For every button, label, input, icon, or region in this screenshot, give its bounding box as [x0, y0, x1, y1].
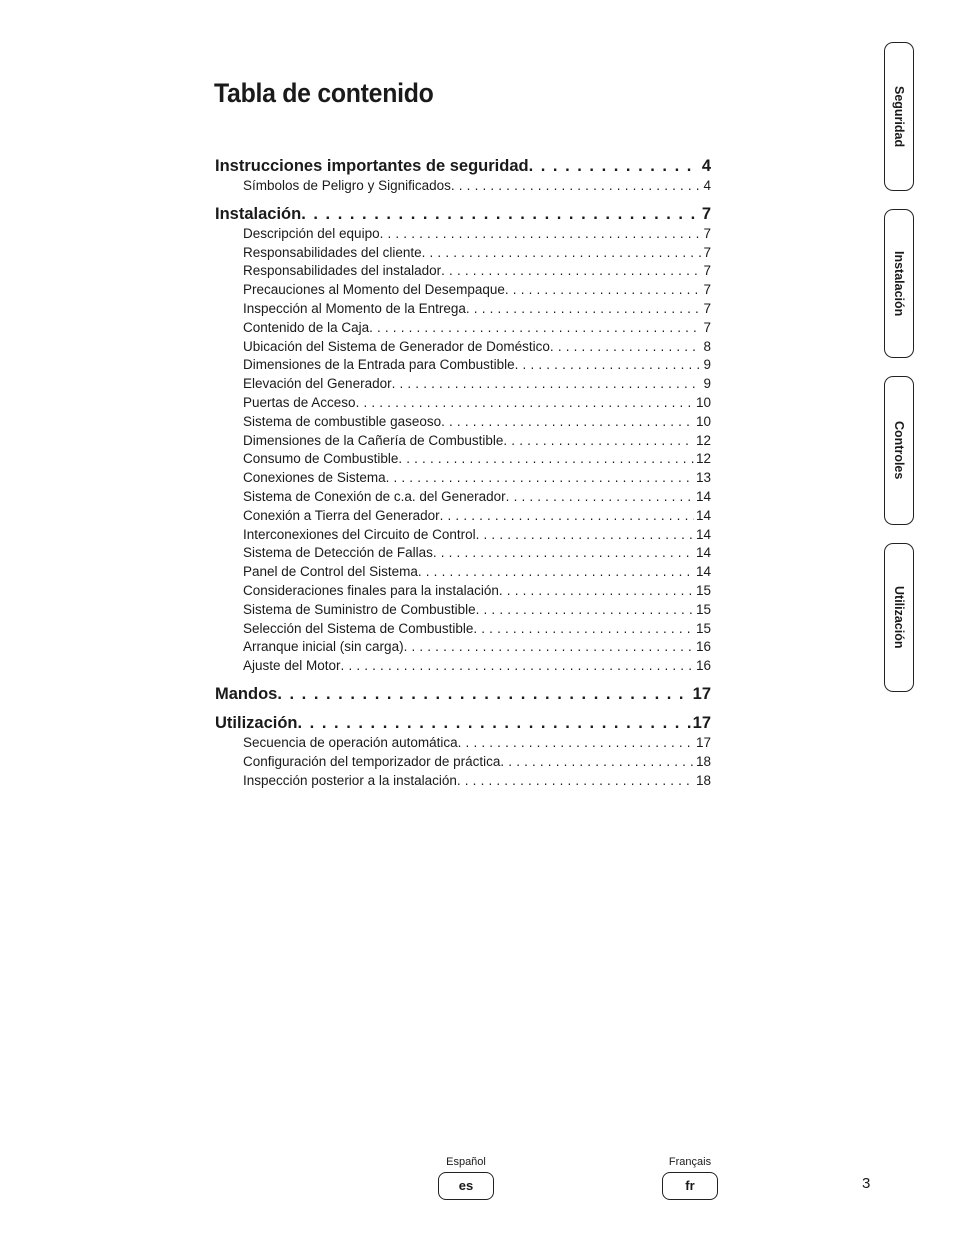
toc-entry[interactable] — [215, 620, 711, 639]
tab-label: Seguridad — [892, 85, 906, 148]
toc-entry[interactable] — [215, 544, 711, 563]
dot-leader — [476, 526, 694, 545]
toc-entry[interactable] — [215, 488, 711, 507]
language-button-es[interactable]: es — [438, 1172, 494, 1200]
toc-entry-page: 7 — [703, 282, 711, 298]
page-number: 3 — [862, 1175, 871, 1192]
toc-section-page: 17 — [692, 684, 711, 703]
tab-utilizacion[interactable] — [884, 543, 914, 692]
toc-entry-page: 15 — [695, 601, 711, 617]
dot-leader — [441, 262, 701, 281]
toc-entry-label: Conexión a Tierra del Generador — [243, 507, 440, 523]
toc-section — [215, 712, 711, 790]
toc-entry[interactable] — [215, 734, 711, 753]
toc-entry-page: 4 — [703, 178, 711, 193]
toc-entry-label: Dimensiones de la Cañería de Combustible — [243, 432, 504, 448]
toc-entry-page: 17 — [695, 734, 711, 750]
toc-entry-page: 7 — [703, 300, 711, 316]
toc-entry-page: 7 — [703, 244, 711, 260]
dot-leader — [499, 582, 694, 601]
toc-entry-page: 16 — [695, 658, 711, 674]
toc-entry-label: Consideraciones finales para la instalación — [243, 582, 499, 598]
toc-entry[interactable] — [215, 281, 711, 300]
dot-leader — [422, 244, 702, 263]
toc-entry-label: Inspección posterior a la instalación — [243, 772, 457, 788]
toc-entry-label: Descripción del equipo — [243, 225, 380, 241]
tab-label: Controles — [892, 421, 906, 480]
toc-section-page: 17 — [692, 713, 711, 732]
toc-entry-page: 13 — [695, 470, 711, 486]
toc-entry-page: 16 — [695, 639, 711, 655]
toc-entry-page: 12 — [695, 432, 711, 448]
toc-entry-page: 7 — [703, 225, 711, 241]
toc-section-label: Mandos — [215, 684, 278, 703]
toc-entry[interactable] — [215, 582, 711, 601]
toc-entry[interactable] — [215, 413, 711, 432]
toc-entry-page: 15 — [695, 582, 711, 598]
toc-entry-page: 15 — [695, 620, 711, 636]
toc-section-label: Utilización — [215, 713, 298, 732]
dot-leader — [466, 300, 702, 319]
dot-leader — [301, 203, 700, 225]
toc-entry[interactable] — [215, 394, 711, 413]
toc-entry-label: Símbolos de Peligro y Significados — [243, 178, 451, 193]
toc-entry-label: Secuencia de operación automática — [243, 734, 458, 750]
page-title: Tabla de contenido — [214, 78, 434, 108]
toc-entry-label: Dimensiones de la Entrada para Combustible — [243, 357, 515, 373]
toc-entry[interactable] — [215, 772, 711, 791]
toc-entry-label: Consumo de Combustible — [243, 451, 399, 467]
dot-leader — [505, 281, 702, 300]
toc-entry-label: Elevación del Generador — [243, 376, 392, 392]
toc-entry-label: Responsabilidades del instalador — [243, 263, 442, 279]
toc-section-heading[interactable] — [215, 203, 711, 225]
toc-entry[interactable] — [215, 244, 711, 263]
dot-leader — [441, 413, 694, 432]
toc-entry-label: Sistema de Conexión de c.a. del Generador — [243, 488, 506, 504]
toc-entry-page: 14 — [695, 564, 711, 580]
toc-entry-page: 10 — [695, 394, 711, 410]
dot-leader — [451, 177, 702, 196]
toc-entry-page: 14 — [695, 507, 711, 523]
dot-leader — [457, 772, 694, 791]
dot-leader — [277, 683, 690, 705]
toc-entry-page: 18 — [695, 753, 711, 769]
dot-leader — [341, 657, 694, 676]
toc-entry[interactable] — [215, 638, 711, 657]
toc-entry-label: Conexiones de Sistema — [243, 470, 386, 486]
toc-section-page: 4 — [701, 157, 711, 175]
toc-entry-page: 7 — [703, 319, 711, 335]
dot-leader — [380, 225, 702, 244]
toc-section-heading[interactable] — [215, 683, 711, 705]
tab-controles[interactable] — [884, 376, 914, 525]
dot-leader — [500, 753, 694, 772]
toc-entry-label: Arranque inicial (sin carga) — [243, 639, 404, 655]
toc-entry-page: 18 — [695, 772, 711, 788]
toc-entry[interactable] — [215, 319, 711, 338]
toc-entry-page: 10 — [695, 413, 711, 429]
table-of-contents — [215, 155, 711, 797]
toc-entry-label: Puertas de Acceso — [243, 394, 356, 410]
dot-leader — [356, 394, 694, 413]
dot-leader — [386, 469, 694, 488]
language-label-spanish: Español — [446, 1156, 486, 1168]
toc-section-label: Instalación — [215, 204, 302, 223]
toc-entry[interactable] — [215, 225, 711, 244]
toc-entry-label: Configuración del temporizador de práctica — [243, 753, 501, 769]
toc-section-heading[interactable] — [215, 712, 711, 734]
toc-entry[interactable] — [215, 507, 711, 526]
toc-entry[interactable] — [215, 300, 711, 319]
toc-entry-label: Inspección al Momento de la Entrega — [243, 300, 466, 316]
dot-leader — [440, 507, 694, 526]
dot-leader — [515, 356, 702, 375]
toc-entry-label: Panel de Control del Sistema — [243, 564, 418, 580]
dot-leader — [529, 155, 700, 177]
toc-entry[interactable] — [215, 657, 711, 676]
toc-entry-page: 12 — [695, 451, 711, 467]
toc-section-label: Instrucciones importantes de seguridad — [215, 157, 529, 175]
language-button-fr[interactable]: fr — [662, 1172, 718, 1200]
toc-entry-page: 14 — [695, 545, 711, 561]
dot-leader — [392, 375, 702, 394]
tab-seguridad[interactable] — [884, 42, 914, 191]
toc-entry[interactable] — [215, 177, 711, 196]
toc-entry-page: 14 — [695, 526, 711, 542]
toc-entry[interactable] — [215, 753, 711, 772]
toc-section — [215, 683, 711, 705]
toc-entry-label: Sistema de combustible gaseoso — [243, 413, 442, 429]
tab-label: Instalación — [892, 250, 906, 317]
toc-entry-label: Selección del Sistema de Combustible — [243, 620, 474, 636]
toc-entry[interactable] — [215, 338, 711, 357]
toc-entry-label: Precauciones al Momento del Desempaque — [243, 282, 505, 298]
toc-entry-label: Contenido de la Caja — [243, 319, 370, 335]
toc-entry-page: 14 — [695, 488, 711, 504]
toc-entry-label: Interconexiones del Circuito de Control — [243, 526, 476, 542]
dot-leader — [418, 563, 694, 582]
tab-label: Utilización — [892, 586, 906, 649]
toc-section — [215, 155, 711, 196]
toc-entry[interactable] — [215, 563, 711, 582]
toc-entry[interactable] — [215, 601, 711, 620]
toc-entry-label: Ubicación del Sistema de Generador de Doméstico — [243, 338, 550, 354]
toc-entry-page: 9 — [703, 376, 711, 392]
toc-entry-page: 8 — [703, 338, 711, 354]
dot-leader — [458, 734, 694, 753]
toc-entry-label: Sistema de Detección de Fallas — [243, 545, 433, 561]
dot-leader — [298, 712, 691, 734]
toc-entry[interactable] — [215, 262, 711, 281]
toc-section-page: 7 — [701, 204, 711, 223]
toc-entry[interactable] — [215, 432, 711, 451]
dot-leader — [550, 338, 702, 357]
toc-section — [215, 203, 711, 676]
dot-leader — [506, 488, 694, 507]
toc-entry[interactable] — [215, 469, 711, 488]
toc-entry[interactable] — [215, 356, 711, 375]
tab-instalacion[interactable] — [884, 209, 914, 358]
toc-entry[interactable] — [215, 526, 711, 545]
dot-leader — [473, 620, 694, 639]
dot-leader — [503, 432, 694, 451]
language-label-french: Français — [668, 1156, 712, 1168]
dot-leader — [476, 601, 694, 620]
toc-entry-label: Sistema de Suministro de Combustible — [243, 601, 476, 617]
toc-entry-label: Responsabilidades del cliente — [243, 244, 422, 260]
toc-section-heading[interactable] — [215, 155, 711, 177]
toc-entry-page: 9 — [703, 357, 711, 373]
toc-entry-label: Ajuste del Motor — [243, 658, 341, 674]
toc-entry[interactable] — [215, 375, 711, 394]
dot-leader — [398, 450, 694, 469]
toc-entry[interactable] — [215, 450, 711, 469]
dot-leader — [433, 544, 694, 563]
dot-leader — [404, 638, 694, 657]
toc-entry-page: 7 — [703, 263, 711, 279]
dot-leader — [369, 319, 701, 338]
